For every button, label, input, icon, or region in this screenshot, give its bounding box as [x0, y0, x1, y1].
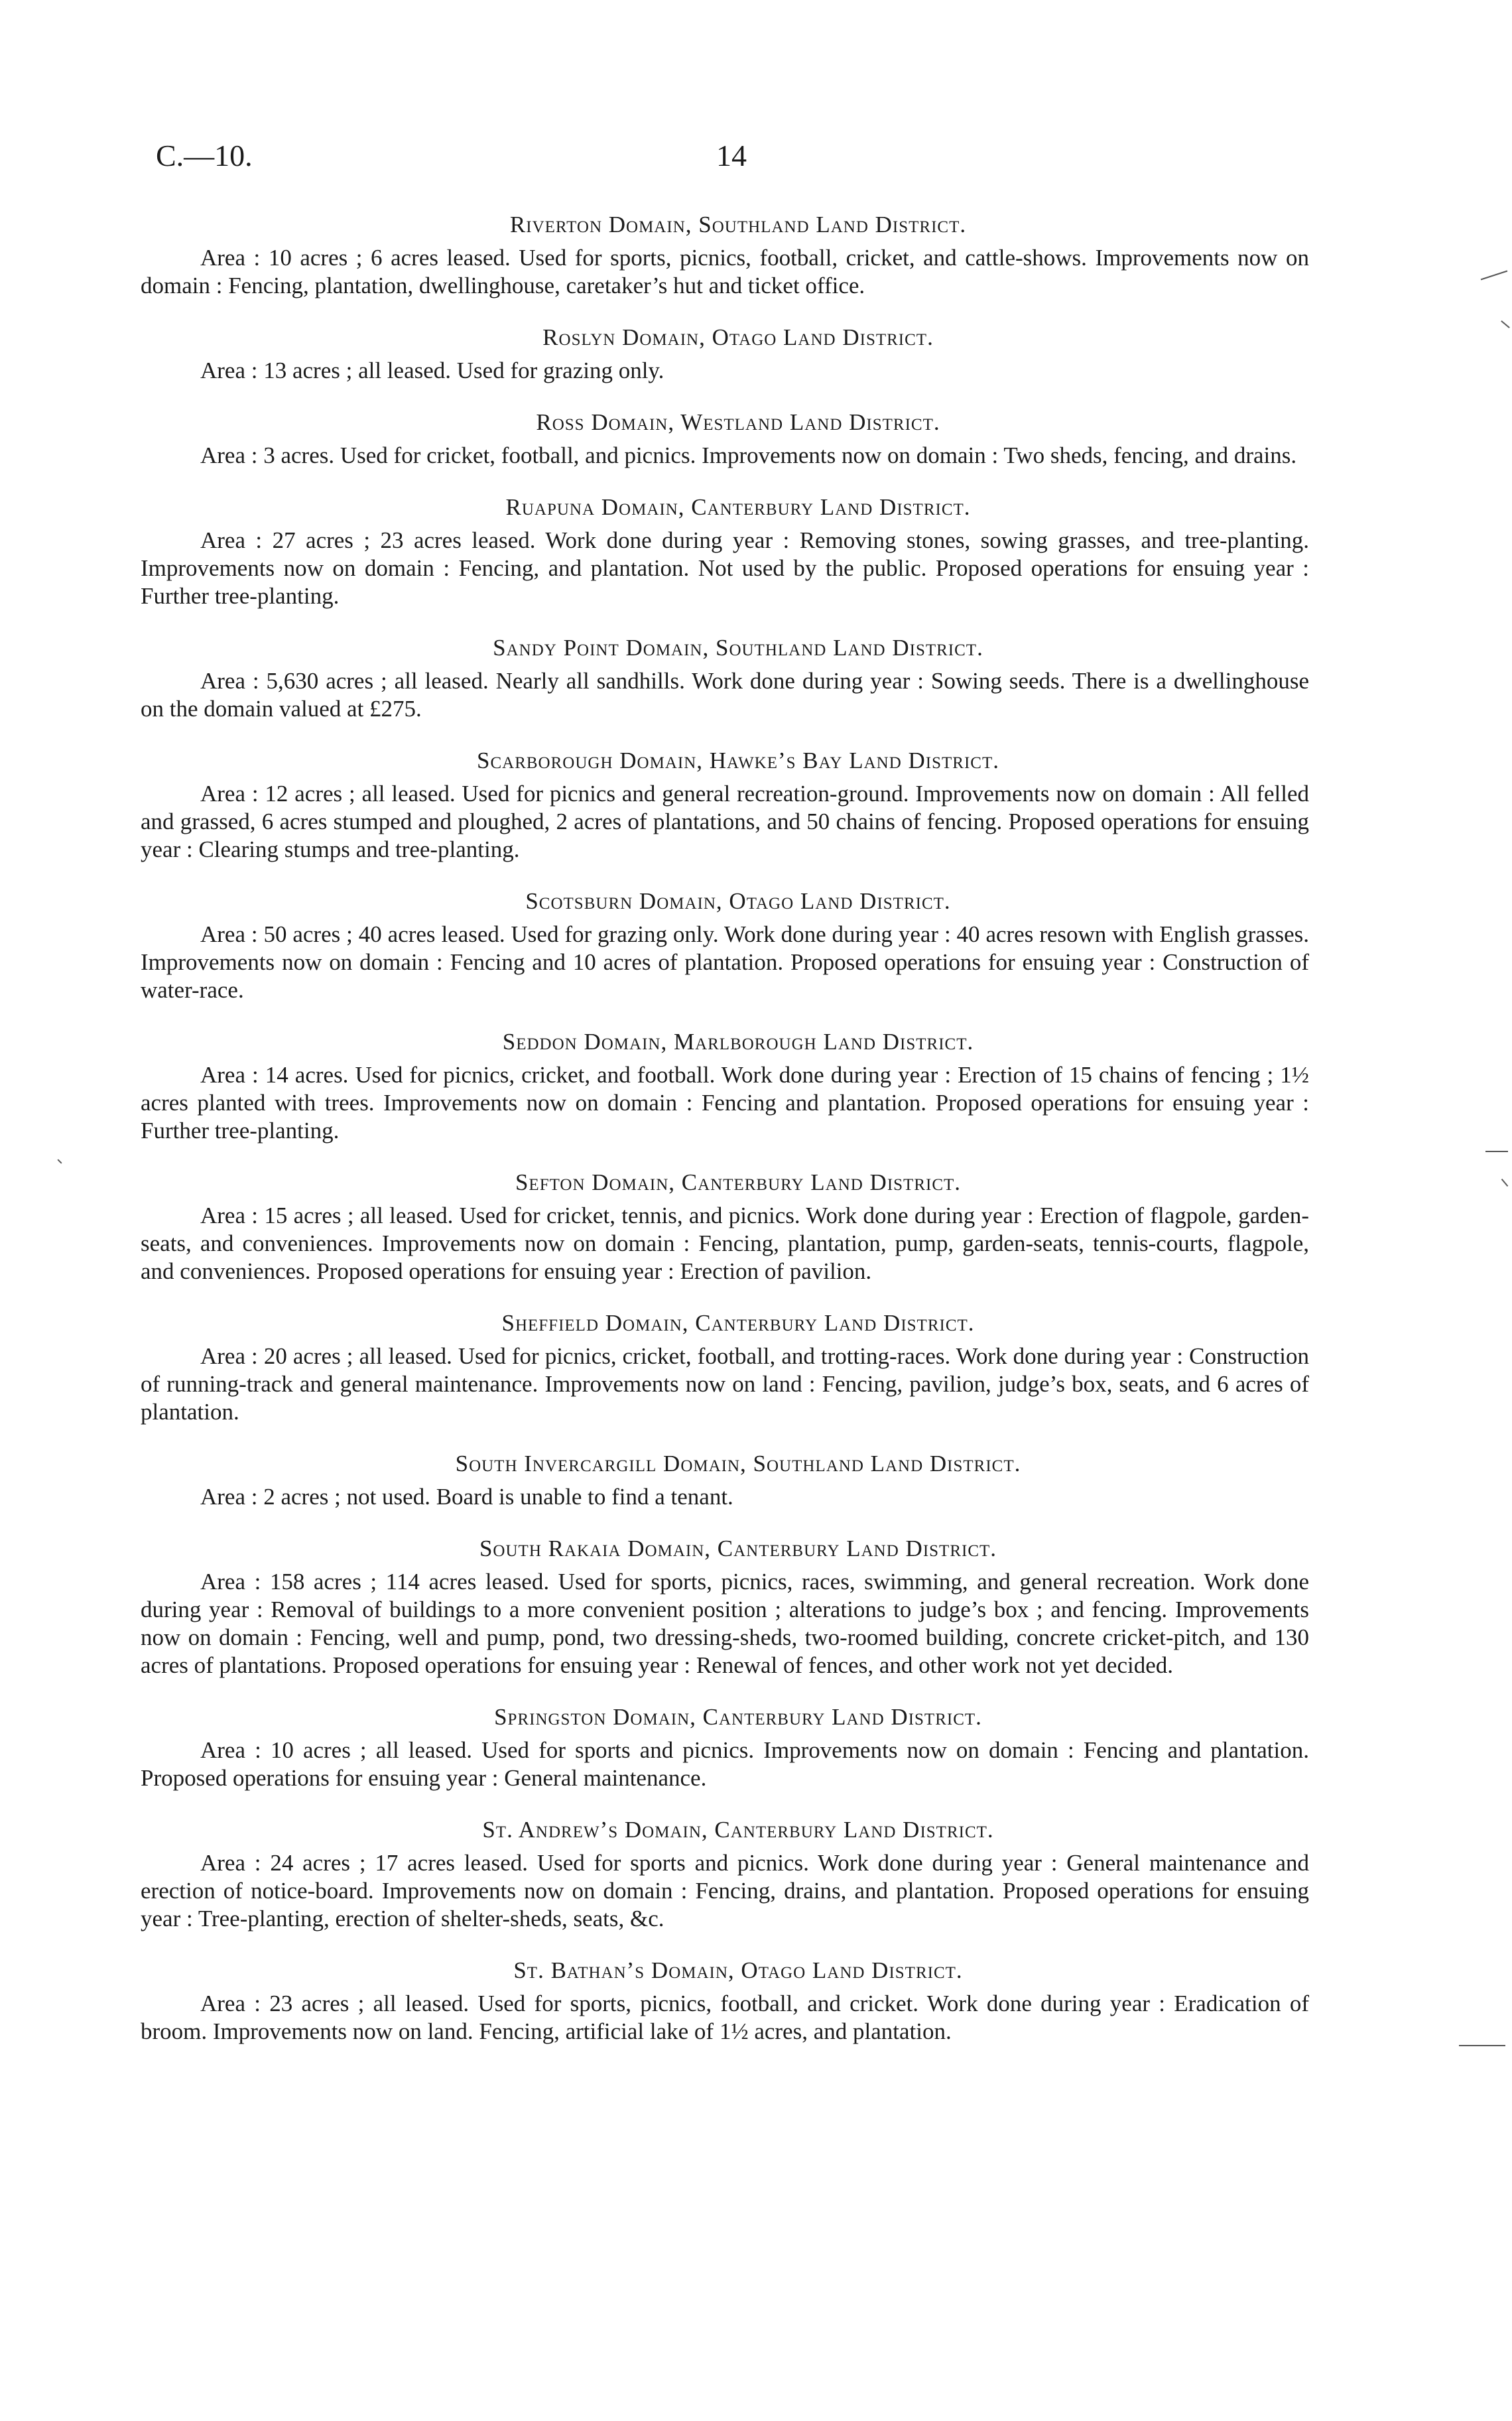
scan-mark	[1501, 1179, 1509, 1187]
entry-title: St. Andrew’s Domain, Canterbury Land District.	[482, 1817, 994, 1843]
entry-springston	[141, 1703, 1309, 1792]
entry-title: South Rakaia Domain, Canterbury Land District.	[479, 1536, 997, 1561]
entry-scotsburn	[141, 887, 1309, 1004]
entry-sheffield	[141, 1309, 1309, 1426]
entry-st-bathans	[141, 1957, 1309, 2046]
entry-body: Area : 12 acres ; all leased. Used for picnics and general recreation-ground. Improvements now on domain : All felled and grassed, 6 acres stumped and ploughed, 2 acres of plantations, and 50 chains of fencing. Proposed operations for ensuing year : Clearing stumps and tree-planting.	[141, 781, 1309, 862]
entry-sandy-point	[141, 634, 1309, 723]
entry-title: Sheffield Domain, Canterbury Land District.	[501, 1310, 975, 1336]
entry-st-andrews	[141, 1816, 1309, 1933]
entry-body: Area : 2 acres ; not used. Board is unable to find a tenant.	[200, 1484, 733, 1510]
entry-body: Area : 27 acres ; 23 acres leased. Work done during year : Removing stones, sowing grasses, and tree-planting. Improvements now on domain : Fencing, and plantation. Not used by the public. Proposed operations for ensuing year : Further tree-planting.	[141, 527, 1309, 609]
entry-title: Riverton Domain, Southland Land District.	[509, 212, 967, 237]
document-reference: C.—10.	[156, 139, 253, 172]
scan-mark	[1459, 2045, 1505, 2046]
entry-body: Area : 23 acres ; all leased. Used for sports, picnics, football, and cricket. Work done during year : Eradication of broom. Improvements now on land. Fencing, artificial lake of 1½ acres, and plantation.	[141, 1991, 1309, 2044]
entry-body: Area : 15 acres ; all leased. Used for cricket, tennis, and picnics. Work done during year : Erection of flagpole, garden-seats, and conveniences. Improvements now on domain : Fencing, plantation, pump, garden-seats, tennis-courts, flagpole, and conveniences. Proposed operations for ensuing year : Erection of pavilion.	[141, 1203, 1309, 1284]
entry-title: St. Bathan’s Domain, Otago Land District.	[513, 1957, 963, 1983]
entry-body: Area : 50 acres ; 40 acres leased. Used for grazing only. Work done during year : 40 acres resown with English grasses. Improvements now on domain : Fencing and 10 acres of plantation. Proposed operations for ensuing year : Construction of water-race.	[141, 921, 1309, 1003]
entry-sefton	[141, 1169, 1309, 1285]
scan-mark	[1485, 1151, 1508, 1152]
entry-ruapuna	[141, 493, 1309, 610]
entry-body: Area : 14 acres. Used for picnics, cricket, and football. Work done during year : Erection of 15 chains of fencing ; 1½ acres planted with trees. Improvements now on domain : Fencing and plantation. Proposed operations for ensuing year : Further tree-planting.	[141, 1062, 1309, 1144]
entry-body: Area : 24 acres ; 17 acres leased. Used for sports and picnics. Work done during year : General maintenance and erection of notice-board. Improvements now on domain : Fencing, drains, and plantation. Proposed operations for ensuing year : Tree-planting, erection of shelter-sheds, seats, &c.	[141, 1850, 1309, 1931]
entry-title: Ruapuna Domain, Canterbury Land District.	[505, 494, 971, 520]
entry-title: Roslyn Domain, Otago Land District.	[542, 324, 934, 350]
page-number: 14	[716, 139, 747, 172]
scan-mark	[1481, 271, 1508, 281]
scan-mark	[1501, 320, 1510, 328]
entry-body: Area : 5,630 acres ; all leased. Nearly all sandhills. Work done during year : Sowing seeds. There is a dwellinghouse on the domain valued at £275.	[141, 668, 1309, 722]
scan-mark	[57, 1159, 62, 1163]
entry-seddon	[141, 1028, 1309, 1145]
entry-title: Springston Domain, Canterbury Land District.	[494, 1704, 982, 1730]
entry-south-rakaia	[141, 1535, 1309, 1679]
entry-roslyn	[141, 324, 1309, 385]
entry-title: Sefton Domain, Canterbury Land District.	[515, 1169, 962, 1195]
entry-title: South Invercargill Domain, Southland Land District.	[455, 1451, 1021, 1476]
domain-entries	[141, 211, 1309, 2069]
page-header	[156, 138, 1310, 178]
entry-scarborough	[141, 747, 1309, 864]
entry-title: Scotsburn Domain, Otago Land District.	[525, 888, 951, 914]
entry-body: Area : 13 acres ; all leased. Used for grazing only.	[200, 358, 664, 383]
entry-body: Area : 10 acres ; 6 acres leased. Used for sports, picnics, football, cricket, and cattle-shows. Improvements now on domain : Fencing, plantation, dwellinghouse, caretaker’s hut and ticket office.	[141, 245, 1309, 298]
entry-title: Scarborough Domain, Hawke’s Bay Land District.	[477, 748, 999, 773]
entry-title: Sandy Point Domain, Southland Land District.	[493, 635, 983, 661]
entry-body: Area : 20 acres ; all leased. Used for picnics, cricket, football, and trotting-races. Work done during year : Construction of running-track and general maintenance. Improvements now on land : Fencing, pavilion, judge’s box, seats, and 6 acres of plantation.	[141, 1343, 1309, 1425]
entry-ross	[141, 409, 1309, 470]
entry-body: Area : 3 acres. Used for cricket, football, and picnics. Improvements now on domain : Two sheds, fencing, and drains.	[200, 442, 1297, 468]
entry-title: Seddon Domain, Marlborough Land District.	[502, 1029, 974, 1055]
entry-riverton	[141, 211, 1309, 300]
entry-south-invercargill	[141, 1450, 1309, 1511]
entry-title: Ross Domain, Westland Land District.	[536, 409, 940, 435]
entry-body: Area : 10 acres ; all leased. Used for sports and picnics. Improvements now on domain : Fencing and plantation. Proposed operations for ensuing year : General maintenance.	[141, 1737, 1309, 1791]
entry-body: Area : 158 acres ; 114 acres leased. Used for sports, picnics, races, swimming, and general recreation. Work done during year : Removal of buildings to a more convenient position ; alterations to judge’s box ; and fencing. Improvements now on domain : Fencing, well and pump, pond, two dressing-sheds, two-roomed building, concrete cricket-pitch, and 130 acres of plantations. Proposed operations for ensuing year : Renewal of fences, and other work not yet decided.	[141, 1569, 1309, 1678]
